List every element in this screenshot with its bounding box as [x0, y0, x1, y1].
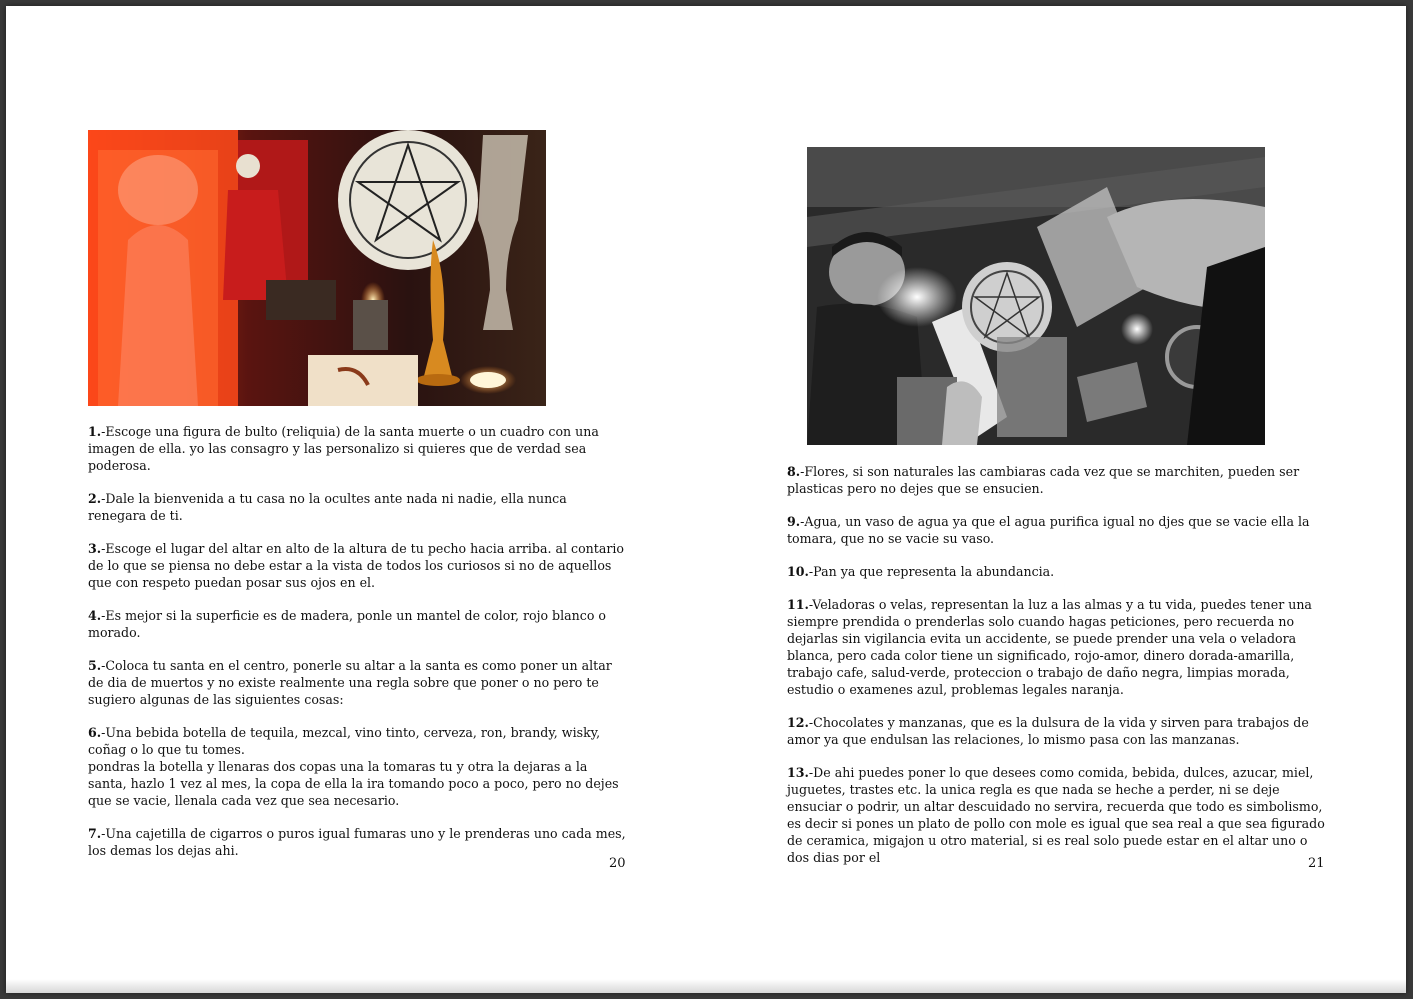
list-item: 10.-Pan ya que representa la abundancia. [787, 564, 1055, 579]
item-list-right [787, 463, 1327, 882]
list-item-continuation: pondras la botella y llenaras dos copas una la tomaras tu y otra la dejaras a la santa, hazlo 1 vez al mes, la copa de ella la ira tomando poco a poco, pero no dejes que se vacie, llenala cada vez que sea necesario. [88, 759, 619, 808]
list-item: 7.-Una cajetilla de cigarros o puros igual fumaras uno y le prenderas uno cada mes, los demas los dejas ahi. [88, 826, 626, 858]
list-item: 8.-Flores, si son naturales las cambiaras cada vez que se marchiten, pueden ser plasticas pero no dejes que se ensucien. [787, 464, 1300, 496]
list-item: 13.-De ahi puedes poner lo que desees como comida, bebida, dulces, azucar, miel, juguetes, trastes etc. la unica regla es que nada se heche a perder, ni se deje ensuciar o podrir, un altar descuidado no servira, recuerda que todo es simbolismo, es decir si pones un plato de pollo con mole es igual que sea real a que sea figurado de ceramica, migajon u otro material, si es real solo puede estar en el altar uno o dos dias por el [787, 765, 1325, 865]
list-item: 9.-Agua, un vaso de agua ya que el agua purifica igual no djes que se vacie ella la tomara, que no se vacie su vaso. [787, 514, 1310, 546]
list-item: 5.-Coloca tu santa en el centro, ponerle su altar a la santa es como poner un altar de dia de muertos y no existe realmente una regla sobre que poner o no pero te sugiero algunas de las siguientes cosas: [88, 658, 612, 707]
list-item: 2.-Dale la bienvenida a tu casa no la ocultes ante nada ni nadie, ella nunca renegara de ti. [88, 491, 567, 523]
list-item: 12.-Chocolates y manzanas, que es la dulsura de la vida y sirven para trabajos de amor ya que endulsan las relaciones, lo mismo pasa con las manzanas. [787, 715, 1309, 747]
page-number: 20 [609, 856, 626, 871]
altar-color-photo [88, 130, 546, 406]
list-item: 1.-Escoge una figura de bulto (reliquia) de la santa muerte o un cuadro con una imagen de ella. yo las consagro y las personalizo si quieres que de verdad sea poderosa. [88, 424, 599, 473]
list-item: 4.-Es mejor si la superficie es de madera, ponle un mantel de color, rojo blanco o morado. [88, 608, 606, 640]
page-left [6, 6, 706, 993]
list-item: 3.-Escoge el lugar del altar en alto de la altura de tu pecho hacia arriba. al contario de lo que se piensa no debe estar a la vista de todos los curiosos si no de aquellos que con respeto puedan posar sus ojos en el. [88, 541, 624, 590]
altar-bw-photo [807, 147, 1265, 445]
list-item: 6.-Una bebida botella de tequila, mezcal, vino tinto, cerveza, ron, brandy, wisky, coñag o lo que tu tomes. pondras la botella y llenaras dos copas una la tomaras tu y otra la dejaras a la santa, hazlo 1 vez al mes, la copa de ella la ira tomando poco a poco, pero no dejes que se vacie, llenala cada vez que sea necesario. [88, 724, 628, 809]
item-list-left [88, 423, 628, 875]
page-right [706, 6, 1406, 993]
list-item: 11.-Veladoras o velas, representan la luz a las almas y a tu vida, puedes tener una siempre prendida o prenderlas solo cuando hagas peticiones, pero recuerda no dejarlas sin vigilancia evita un accidente, se puede prender una vela o veladora blanca, pero cada color tiene un significado, rojo-amor, dinero dorada-amarilla, trabajo cafe, salud-verde, proteccion o trabajo de daño negra, limpias morada, estudio o examenes azul, problemas legales naranja. [787, 597, 1312, 697]
page-number: 21 [1308, 856, 1325, 871]
book-spread [6, 6, 1406, 993]
